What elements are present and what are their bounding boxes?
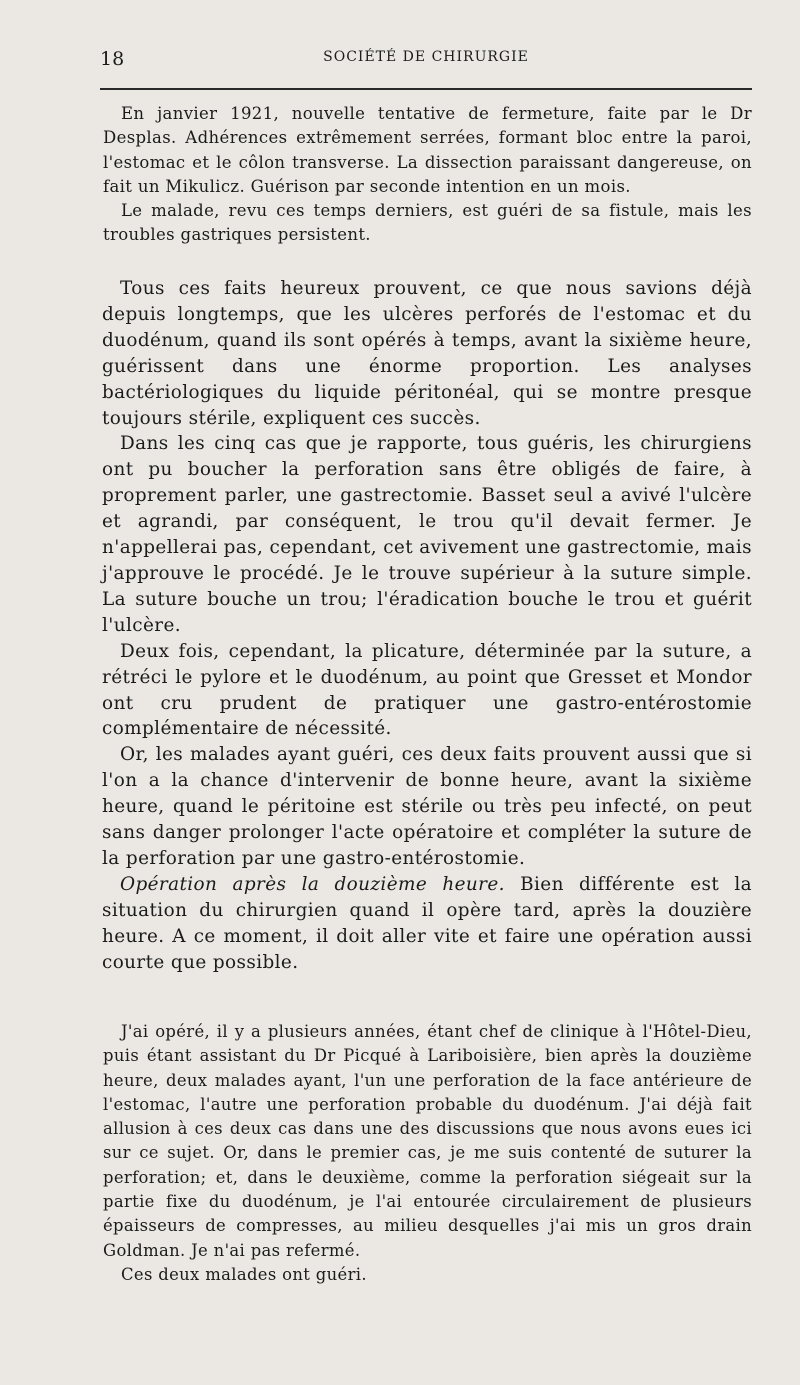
body-paragraph: Or, les malades ayant guéri, ces deux faits prouvent aussi que si l'on a la chance d'intervenir de bonne heure, avant la sixième heure, quand le péritoine est stérile ou très peu infecté, on peut sans danger prolonger l'acte opératoire et compléter la suture de la perforation par une gastro-entérostomie. (102, 744, 752, 869)
section-text: Bien différente est la situation du chirurgien quand il opère tard, après la douzière heure. A ce moment, il doit aller vite et faire une opération aussi courte que possible. (102, 873, 752, 973)
header-rule (100, 88, 752, 90)
small-print-text (103, 1020, 752, 1287)
case-note-paragraph: Le malade, revu ces temps derniers, est guéri de sa fistule, mais les troubles gastriques persistent. (103, 201, 752, 245)
running-head: SOCIÉTÉ DE CHIRURGIE (323, 49, 529, 65)
case-note (103, 102, 752, 248)
body-paragraph: Tous ces faits heureux prouvent, ce que nous savions déjà depuis longtemps, que les ulcères perforés de l'estomac et du duodénum, quand ils sont opérés à temps, avant la sixième heure, guérissent dans une énorme proportion. Les analyses bactériologiques du liquide péritonéal, qui se montre presque toujours stérile, expliquent ces succès. (102, 278, 752, 429)
body-paragraph (102, 872, 752, 976)
page-header (100, 48, 752, 72)
small-print-paragraph: J'ai opéré, il y a plusieurs années, étant chef de clinique à l'Hôtel-Dieu, puis étant assistant du Dr Picqué à Lariboisière, bien après la douzième heure, deux malades ayant, l'un une perforation de la face antérieure de l'estomac, l'autre une perforation probable du duodénum. J'ai déjà fait allusion à ces deux cas dans une des discussions que nous avons eues ici sur ce sujet. Or, dans le premier cas, je me suis contenté de suturer la perforation; et, dans le deuxième, comme la perforation siégeait sur la partie fixe du duodénum, je l'ai entourée circulairement de plusieurs épaisseurs de compresses, au milieu desquelles j'ai mis un gros drain Goldman. Je n'ai pas refermé. (103, 1022, 752, 1260)
section-heading: Opération après la douzième heure. (120, 873, 505, 895)
body-paragraph: Deux fois, cependant, la plicature, déterminée par la suture, a rétréci le pylore et le duodénum, au point que Gresset et Mondor ont cru prudent de pratiquer une gastro-entérostomie complémentaire de nécessité. (102, 640, 752, 740)
small-print-paragraph: Ces deux malades ont guéri. (121, 1264, 367, 1284)
case-note-paragraph: En janvier 1921, nouvelle tentative de fermeture, faite par le Dr Desplas. Adhérences extrêmement serrées, formant bloc entre la paroi, l'estomac et le côlon transverse. La dissection paraissant dangereuse, on fait un Mikulicz. Guérison par seconde intention en un mois. (103, 104, 752, 196)
page-number: 18 (100, 48, 125, 70)
body-paragraph: Dans les cinq cas que je rapporte, tous guéris, les chirurgiens ont pu boucher la perforation sans être obligés de faire, à proprement parler, une gastrectomie. Basset seul a avivé l'ulcère et agrandi, par conséquent, le trou qu'il devait fermer. Je n'appellerai pas, cependant, cet avivement une gastrectomie, mais j'approuve le procédé. Je le trouve supérieur à la suture simple. La suture bouche un trou; l'éradication bouche le trou et guérit l'ulcère. (102, 433, 753, 636)
main-text (102, 276, 752, 975)
